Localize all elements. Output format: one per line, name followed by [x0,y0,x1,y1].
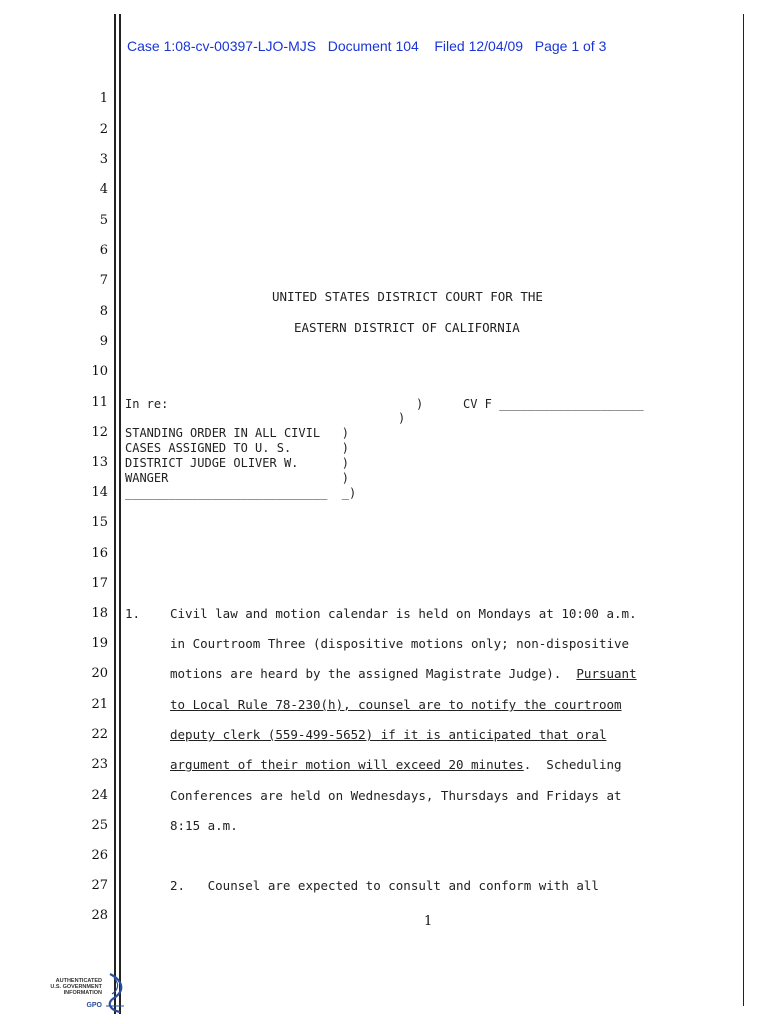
line-number: 7 [99,273,108,288]
body-line: 8:15 a.m. [170,818,238,833]
line-number: 3 [99,152,108,167]
gpo-label-line: U.S. GOVERNMENT [50,984,102,990]
gpo-eagle-icon [100,972,130,1016]
body-text: . Scheduling [523,757,622,772]
line-number: 11 [91,395,108,410]
underlined-text: argument of their motion will exceed 20 minutes [170,757,524,772]
line-number: 20 [91,666,108,681]
body-line [170,666,637,681]
line-number: 19 [91,636,108,651]
caption-title-line: CASES ASSIGNED TO U. S. ) [125,441,349,455]
line-number: 25 [91,818,108,833]
right-margin-rule [743,14,744,1006]
line-number: 23 [91,757,108,772]
line-number: 24 [91,788,108,803]
body-line: Conferences are held on Wednesdays, Thursdays and Fridays at [170,788,622,803]
left-margin-rule [114,14,116,1014]
body-line: Civil law and motion calendar is held on Mondays at 10:00 a.m. [170,606,637,621]
caption-paren: ) [416,397,424,411]
line-number: 14 [91,485,108,500]
gpo-label-line: AUTHENTICATED [55,978,102,984]
court-title-line-1: UNITED STATES DISTRICT COURT FOR THE [272,289,543,304]
line-number: 4 [99,182,108,197]
line-number: 16 [91,546,108,561]
line-number: 9 [99,334,108,349]
line-number: 27 [91,878,108,893]
line-number: 22 [91,727,108,742]
case-header: Case 1:08-cv-00397-LJO-MJS Document 104 Filed 12/04/09 Page 1 of 3 [127,38,607,54]
caption-title-line: DISTRICT JUDGE OLIVER W. ) [125,456,349,470]
line-number: 2 [99,122,108,137]
line-number: 12 [91,425,108,440]
gpo-mark: GPO [86,1002,102,1009]
court-title-line-2: EASTERN DISTRICT OF CALIFORNIA [294,320,520,335]
body-line: in Courtroom Three (dispositive motions only; non-dispositive [170,636,630,651]
body-text: motions are heard by the assigned Magistrate Judge). [170,666,577,681]
underlined-text: Pursuant [576,666,637,681]
line-number: 26 [91,848,108,863]
caption-in-re: In re: [125,397,169,411]
line-number: 8 [99,304,108,319]
line-number: 10 [91,364,108,379]
underlined-body-line: to Local Rule 78-230(h), counsel are to notify the courtroom [170,697,622,712]
line-number: 6 [99,243,108,258]
underlined-body-line: deputy clerk (559-499-5652) if it is anticipated that oral [170,727,607,742]
caption-cv-number: CV F ____________________ [463,397,644,411]
line-number: 15 [91,515,108,530]
caption-paren: ) [398,411,406,425]
line-number: 13 [91,455,108,470]
body-line [170,757,622,772]
paragraph-number: 1. [125,606,141,621]
caption-title-line: STANDING ORDER IN ALL CIVIL ) [125,426,349,440]
body-line: 2. Counsel are expected to consult and conform with all [170,878,599,893]
caption-title-line: WANGER ) [125,471,349,485]
line-number: 17 [91,576,108,591]
line-number: 28 [91,908,108,923]
gpo-label [40,978,102,996]
line-number: 5 [99,213,108,228]
gpo-label-line: INFORMATION [63,990,102,996]
caption-underline: ____________________________ _) [125,486,357,500]
page-number: 1 [424,914,433,929]
left-margin-rule-inner [119,14,121,1014]
line-number: 1 [99,91,108,106]
line-number: 21 [91,697,108,712]
line-number: 18 [91,606,108,621]
